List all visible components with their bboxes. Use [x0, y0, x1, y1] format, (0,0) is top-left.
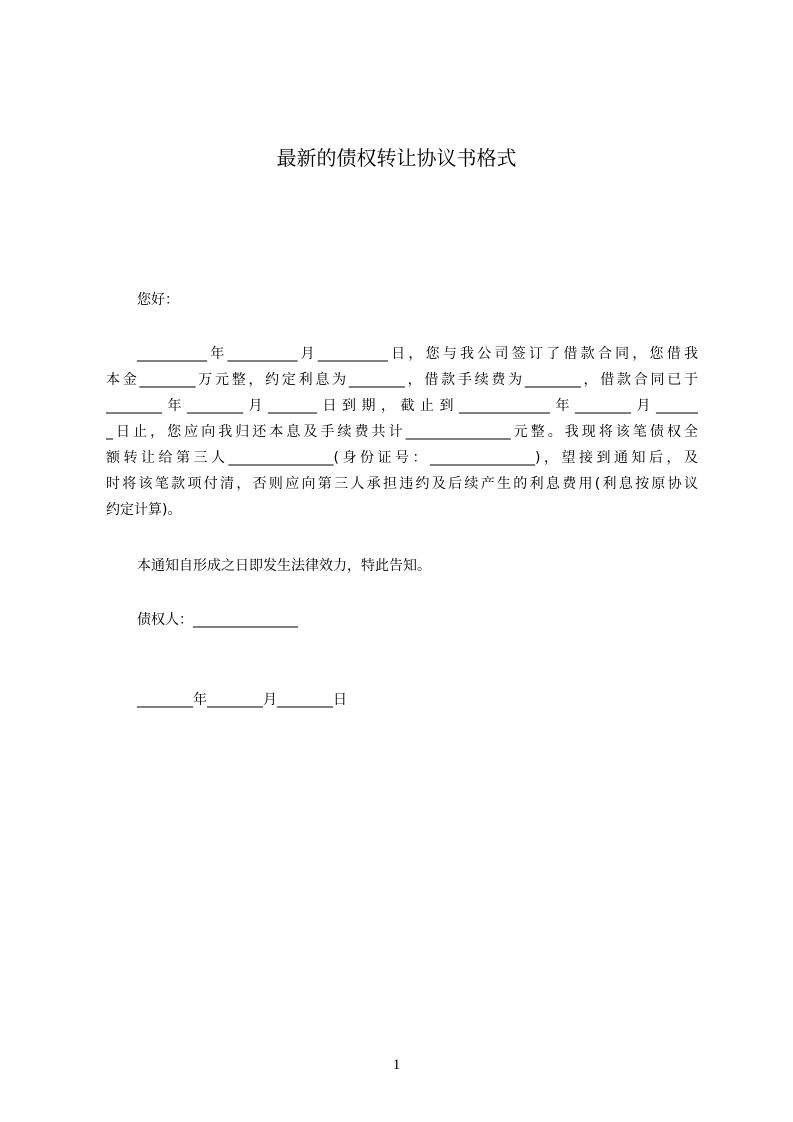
creditor-signature-line: 债权人：_______________: [137, 612, 298, 628]
page-number: 1: [392, 1057, 401, 1073]
body-line: ________年________月_______日到期，截止到_____________年________月______: [106, 398, 698, 414]
salutation: 您好：: [137, 292, 179, 308]
body-line: 时将该笔款项付清，否则应向第三人承担违约及后续产生的利息费用(利息按原协议: [106, 476, 698, 492]
body-paragraph: [106, 341, 698, 523]
notice-statement: 本通知自形成之日即发生法律效力，特此告知。: [137, 558, 431, 574]
body-line: 额转让给第三人_______________(身份证号：_______________)，望接到通知后，及: [106, 450, 698, 466]
body-line: _日止，您应向我归还本息及手续费共计_______________元整。我现将该笔债权全: [106, 424, 698, 440]
body-line: __________年__________月__________日，您与我公司签订了借款合同，您借我: [137, 346, 698, 362]
body-line: 本金________万元整，约定利息为________，借款手续费为________，借款合同已于: [106, 372, 698, 388]
body-line: 约定计算)。: [106, 502, 182, 518]
date-line: ________年________月________日: [137, 692, 347, 708]
document-title: 最新的债权转让协议书格式: [276, 146, 517, 170]
